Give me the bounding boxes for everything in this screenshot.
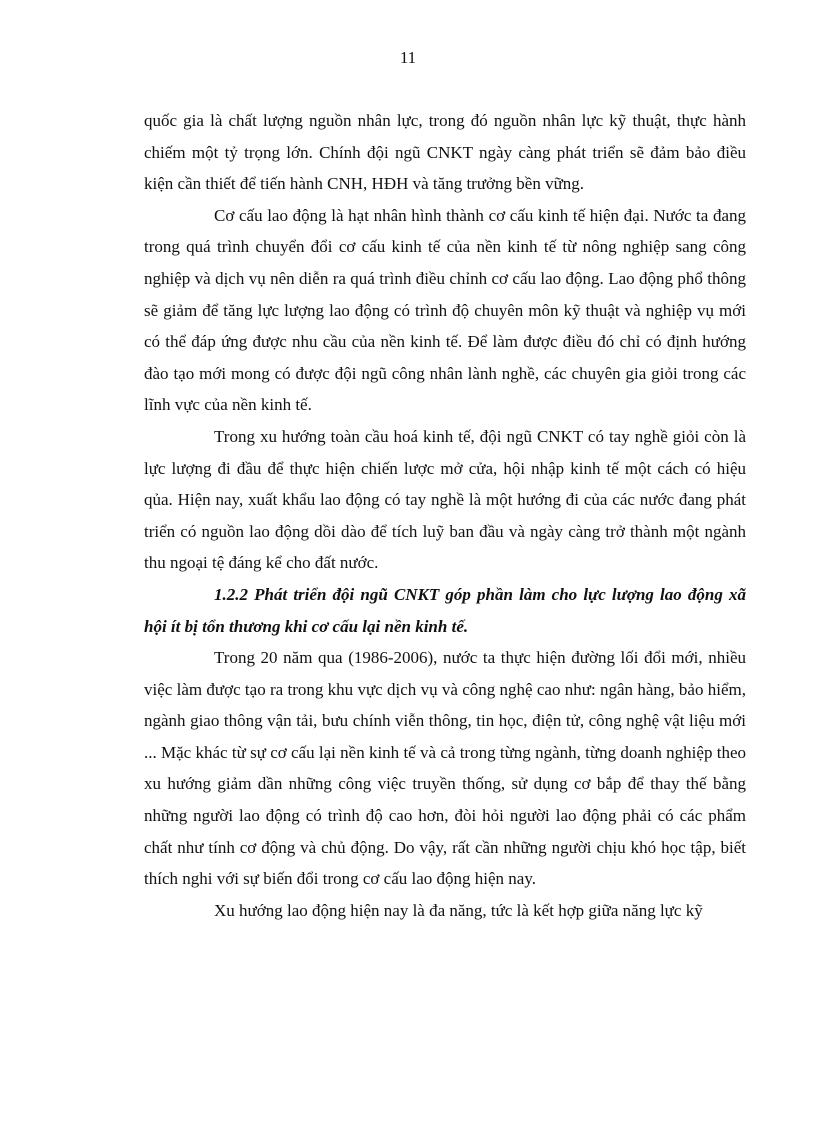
- paragraph-renovation: Trong 20 năm qua (1986-2006), nước ta thực hiện đường lối đổi mới, nhiều việc làm được tạo ra trong khu vực dịch vụ và công nghệ cao như: ngân hàng, bảo hiểm, ngành giao thông vận tải, bưu chính viễn thông, tin học, điện tử, công nghệ vật liệu mới ... Mặc khác từ sự cơ cấu lại nền kinh tế và cả trong từng ngành, từng doanh nghiệp theo xu hướng giảm dần những công việc truyền thống, sử dụng cơ bắp để thay thế bằng những người lao động có trình độ cao hơn, đòi hỏi người lao động phải có các phẩm chất như tính cơ động và chủ động. Do vậy, rất cần những người chịu khó học tập, biết thích nghi với sự biến đổi trong cơ cấu lao động hiện nay.: [144, 648, 746, 889]
- paragraph-globalization: Trong xu hướng toàn cầu hoá kinh tế, đội ngũ CNKT có tay nghề giỏi còn là lực lượng đi đầu để thực hiện chiến lược mở cửa, hội nhập kinh tế một cách có hiệu qủa. Hiện nay, xuất khẩu lao động có tay nghề là một hướng đi của các nước đang phát triển có nguồn lao động dồi dào để tích luỹ ban đầu và ngày càng trở thành một ngành thu ngoại tệ đáng kể cho đất nước.: [144, 426, 746, 573]
- paragraph-continuation: quốc gia là chất lượng nguồn nhân lực, trong đó nguồn nhân lực kỹ thuật, thực hành chiếm một tỷ trọng lớn. Chính đội ngũ CNKT ngày càng phát triển sẽ đảm bảo điều kiện cần thiết để tiến hành CNH, HĐH và tăng trưởng bền vững.: [144, 111, 746, 194]
- section-heading-1-2-2: 1.2.2 Phát triển đội ngũ CNKT góp phần làm cho lực lượng lao động xã hội ít bị tổn thương khi cơ cấu lại nền kinh tế.: [144, 584, 746, 636]
- document-body: [144, 105, 746, 926]
- paragraph-labor-structure: Cơ cấu lao động là hạt nhân hình thành cơ cấu kinh tế hiện đại. Nước ta đang trong quá trình chuyển đổi cơ cấu kinh tế của nền kinh tế từ nông nghiệp sang công nghiệp và dịch vụ nên diễn ra quá trình điều chỉnh cơ cấu lao động. Lao động phổ thông sẽ giảm để tăng lực lượng lao động có trình độ chuyên môn kỹ thuật và nghiệp vụ mới có thể đáp ứng được nhu cầu của nền kinh tế. Để làm được điều đó chỉ có định hướng đào tạo mới mong có được đội ngũ công nhân lành nghề, các chuyên gia giỏi trong các lĩnh vực của nền kinh tế.: [144, 205, 746, 415]
- paragraph-labor-trend: Xu hướng lao động hiện nay là đa năng, tức là kết hợp giữa năng lực kỹ: [214, 900, 703, 920]
- page-number: 11: [399, 48, 417, 67]
